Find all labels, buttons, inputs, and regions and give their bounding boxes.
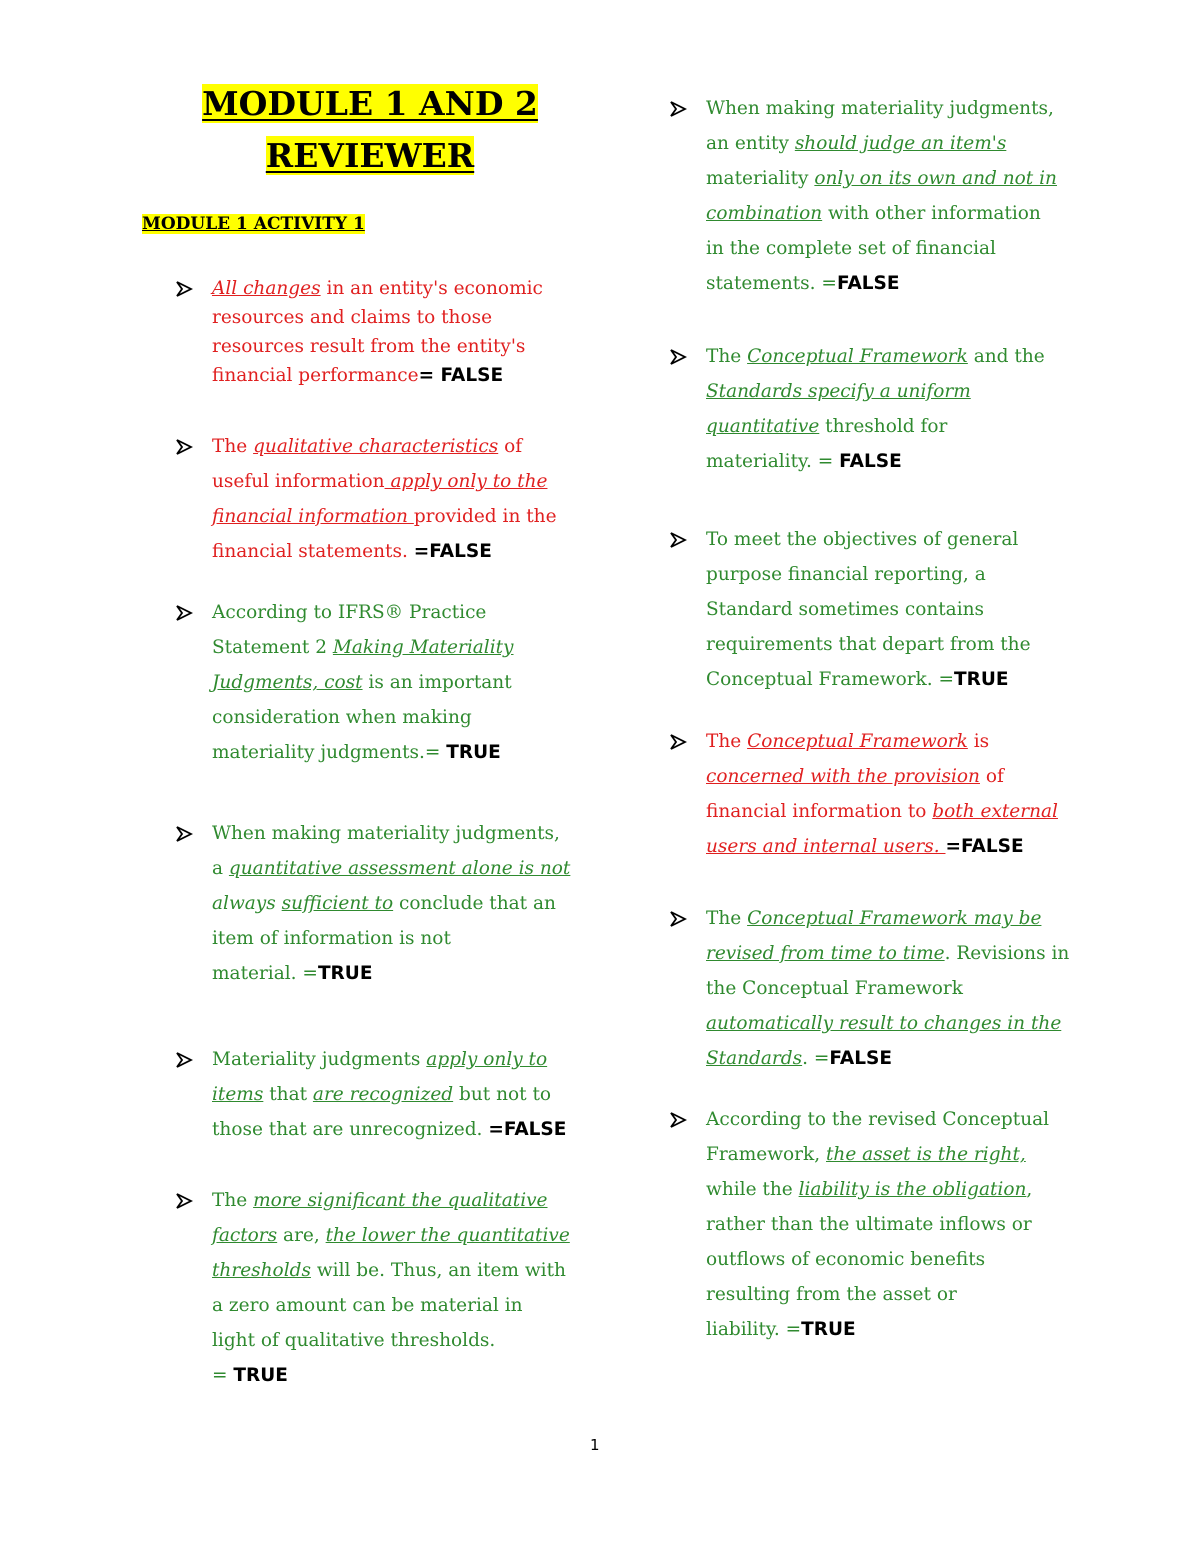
list-item-line xyxy=(706,794,1058,829)
list-item-line xyxy=(706,409,1045,444)
page-title-line-1: MODULE 1 AND 2 xyxy=(202,84,538,123)
list-item-line xyxy=(212,1323,570,1358)
list-item-line xyxy=(212,1183,570,1218)
arrowhead-bullet-icon xyxy=(669,100,689,120)
text-run: items xyxy=(212,1084,264,1105)
list-item-line xyxy=(212,886,570,921)
text-run: in an entity's economic xyxy=(320,278,543,299)
text-run: while the xyxy=(706,1179,799,1200)
list-item-line xyxy=(706,1172,1049,1207)
text-run: apply only to xyxy=(426,1049,548,1070)
list-item-line xyxy=(212,700,514,735)
list-item-line xyxy=(706,592,1031,627)
list-item-line xyxy=(212,921,570,956)
text-run: materiality. = xyxy=(706,451,840,472)
list-item-line xyxy=(212,1358,570,1393)
arrowhead-bullet-icon xyxy=(669,531,689,551)
text-run: When making materiality judgments, xyxy=(212,823,560,844)
list-item-line xyxy=(706,374,1045,409)
arrowhead-bullet-icon xyxy=(175,604,195,624)
list-item-line xyxy=(706,1137,1049,1172)
text-run: Making Materiality xyxy=(332,637,514,658)
list-item xyxy=(212,274,543,390)
list-item-line xyxy=(212,534,557,569)
list-item xyxy=(212,595,514,770)
text-run: resources and claims to those xyxy=(212,307,493,328)
text-run: financial information xyxy=(212,506,414,527)
text-run: automatically result to changes in the xyxy=(706,1013,1062,1034)
text-run: resources result from the entity's xyxy=(212,336,526,357)
text-run: those that are unrecognized. xyxy=(212,1119,489,1140)
list-item-line xyxy=(212,429,557,464)
text-run: The xyxy=(212,1190,254,1211)
list-item-line xyxy=(212,851,570,886)
list-item-line xyxy=(706,759,1058,794)
list-item-line xyxy=(212,1112,566,1147)
list-item-line xyxy=(706,126,1057,161)
answer-label: TRUE xyxy=(954,669,1009,690)
list-item-line xyxy=(706,627,1031,662)
text-run: Conceptual Framework xyxy=(747,731,968,752)
text-run: Statement 2 xyxy=(212,637,333,658)
list-item-line xyxy=(706,1041,1069,1076)
text-run: rather than the ultimate inflows or xyxy=(706,1214,1032,1235)
text-run: but not to xyxy=(453,1084,552,1105)
text-run: liability. = xyxy=(706,1319,802,1340)
list-item-line xyxy=(212,274,543,303)
page-number: 1 xyxy=(590,1436,600,1454)
text-run: To meet the objectives of general xyxy=(706,529,1019,550)
text-run: that xyxy=(263,1084,313,1105)
text-run: the Conceptual Framework xyxy=(706,978,963,999)
text-run: , xyxy=(1026,1179,1033,1200)
text-run: threshold for xyxy=(819,416,948,437)
page-title-line-2: REVIEWER xyxy=(265,136,475,175)
text-run: more significant the qualitative xyxy=(253,1190,548,1211)
list-item-line xyxy=(212,956,570,991)
text-run: are recognized xyxy=(312,1084,454,1105)
list-item xyxy=(706,724,1058,864)
text-run: factors xyxy=(212,1225,278,1246)
list-item xyxy=(706,339,1045,479)
text-run: only on its own and not in xyxy=(814,168,1057,189)
text-run: Conceptual Framework xyxy=(747,346,968,367)
answer-label: =FALSE xyxy=(488,1119,567,1140)
list-item-line xyxy=(706,161,1057,196)
answer-label: FALSE xyxy=(836,273,900,294)
list-item-line xyxy=(212,1253,570,1288)
list-item-line xyxy=(706,522,1031,557)
list-item xyxy=(706,1102,1049,1347)
text-run: concerned with the provision xyxy=(706,766,980,787)
list-item-line xyxy=(706,936,1069,971)
list-item-line xyxy=(706,339,1045,374)
list-item-line xyxy=(706,662,1031,697)
text-run: revised from time to time xyxy=(706,943,945,964)
answer-label: =FALSE xyxy=(945,836,1024,857)
list-item-line xyxy=(212,464,557,499)
list-item-line xyxy=(212,816,570,851)
text-run: When making materiality judgments, xyxy=(706,98,1054,119)
text-run: in the complete set of financial xyxy=(706,238,996,259)
list-item-line xyxy=(706,444,1045,479)
text-run: are, xyxy=(277,1225,326,1246)
section-heading: MODULE 1 ACTIVITY 1 xyxy=(142,214,365,234)
list-item-line xyxy=(212,361,543,390)
list-item xyxy=(212,1183,570,1393)
arrowhead-bullet-icon xyxy=(175,280,195,300)
list-item-line xyxy=(706,1006,1069,1041)
text-run: both external xyxy=(932,801,1058,822)
list-item-line xyxy=(706,231,1057,266)
text-run: According to IFRS® Practice xyxy=(212,602,487,623)
arrowhead-bullet-icon xyxy=(669,1111,689,1131)
list-item-line xyxy=(706,829,1058,864)
text-run: Conceptual Framework may be xyxy=(747,908,1042,929)
text-run: Standards specify a uniform xyxy=(706,381,971,402)
list-item-line xyxy=(706,1102,1049,1137)
text-run: useful information xyxy=(212,471,385,492)
text-run: item of information is not xyxy=(212,928,451,949)
answer-label: FALSE xyxy=(839,451,902,472)
text-run: = xyxy=(212,1365,234,1386)
list-item-line xyxy=(706,1312,1049,1347)
list-item-line xyxy=(212,630,514,665)
text-run: . Revisions in xyxy=(944,943,1070,964)
list-item-line xyxy=(212,1042,566,1077)
text-run: combination xyxy=(706,203,823,224)
text-run: sufficient to xyxy=(281,893,394,914)
text-run: financial information to xyxy=(706,801,933,822)
list-item xyxy=(706,901,1069,1076)
text-run: is xyxy=(967,731,990,752)
text-run: quantitative assessment alone is not xyxy=(228,858,571,879)
text-run: with other information xyxy=(822,203,1041,224)
text-run: liability is the obligation xyxy=(798,1179,1027,1200)
text-run: The xyxy=(706,731,748,752)
text-run: is an important xyxy=(362,672,512,693)
answer-label: TRUE xyxy=(446,742,501,763)
text-run: resulting from the asset or xyxy=(706,1284,957,1305)
text-run: materiality xyxy=(706,168,815,189)
text-run: Judgments, cost xyxy=(212,672,363,693)
list-item-line xyxy=(706,901,1069,936)
arrowhead-bullet-icon xyxy=(175,1192,195,1212)
text-run: Materiality judgments xyxy=(212,1049,427,1070)
list-item-line xyxy=(212,1218,570,1253)
text-run: requirements that depart from the xyxy=(706,634,1031,655)
text-run: Conceptual Framework. = xyxy=(706,669,955,690)
answer-label: TRUE xyxy=(317,963,373,984)
list-item-line xyxy=(706,196,1057,231)
text-run: conclude that an xyxy=(393,893,556,914)
list-item-line xyxy=(706,724,1058,759)
list-item-line xyxy=(212,1077,566,1112)
list-item xyxy=(212,429,557,569)
text-run: Standard sometimes contains xyxy=(706,599,985,620)
text-run: of xyxy=(498,436,523,457)
text-run: financial performance xyxy=(212,365,419,386)
text-run: a zero amount can be material in xyxy=(212,1295,523,1316)
text-run: provided in the xyxy=(413,506,557,527)
list-item-line xyxy=(212,332,543,361)
answer-label: FALSE xyxy=(829,1048,892,1069)
list-item-line xyxy=(212,735,514,770)
text-run: material. = xyxy=(212,963,318,984)
list-item-line xyxy=(212,595,514,630)
text-run: will be. Thus, an item with xyxy=(310,1260,566,1281)
answer-label: =FALSE xyxy=(413,541,492,562)
text-run: The xyxy=(706,346,748,367)
list-item-line xyxy=(706,91,1057,126)
text-run: . = xyxy=(802,1048,830,1069)
list-item xyxy=(706,522,1031,697)
text-run: should judge an item's xyxy=(794,133,1007,154)
text-run: The xyxy=(212,436,254,457)
list-item-line xyxy=(212,665,514,700)
text-run: According to the revised Conceptual xyxy=(706,1109,1050,1130)
text-run: always xyxy=(212,893,276,914)
answer-label: TRUE xyxy=(233,1365,288,1386)
text-run: light of qualitative thresholds. xyxy=(212,1330,496,1351)
list-item-line xyxy=(706,266,1057,301)
text-run: statements. = xyxy=(706,273,837,294)
text-run: thresholds xyxy=(212,1260,311,1281)
text-run: All changes xyxy=(212,278,321,299)
list-item xyxy=(212,1042,566,1147)
text-run: quantitative xyxy=(706,416,820,437)
text-run: financial statements. xyxy=(212,541,414,562)
arrowhead-bullet-icon xyxy=(175,1051,195,1071)
list-item-line xyxy=(706,1242,1049,1277)
arrowhead-bullet-icon xyxy=(669,733,689,753)
text-run: a xyxy=(212,858,229,879)
text-run: an entity xyxy=(706,133,795,154)
list-item-line xyxy=(706,557,1031,592)
arrowhead-bullet-icon xyxy=(669,910,689,930)
list-item xyxy=(212,816,570,991)
list-item-line xyxy=(212,303,543,332)
text-run: purpose financial reporting, a xyxy=(706,564,986,585)
text-run: apply only to the xyxy=(384,471,548,492)
answer-label: TRUE xyxy=(801,1319,856,1340)
list-item-line xyxy=(212,1288,570,1323)
list-item-line xyxy=(706,971,1069,1006)
text-run: and the xyxy=(967,346,1045,367)
text-run: Framework, xyxy=(706,1144,826,1165)
list-item xyxy=(706,91,1057,301)
list-item-line xyxy=(706,1207,1049,1242)
text-run: materiality judgments.= xyxy=(212,742,447,763)
text-run: The xyxy=(706,908,748,929)
text-run: the lower the quantitative xyxy=(325,1225,570,1246)
text-run: users and internal users. xyxy=(706,836,946,857)
arrowhead-bullet-icon xyxy=(175,825,195,845)
text-run: qualitative characteristics xyxy=(253,436,499,457)
text-run: of xyxy=(979,766,1004,787)
list-item-line xyxy=(212,499,557,534)
answer-label: = FALSE xyxy=(418,365,504,386)
list-item-line xyxy=(706,1277,1049,1312)
text-run: consideration when making xyxy=(212,707,472,728)
text-run: Standards xyxy=(706,1048,803,1069)
arrowhead-bullet-icon xyxy=(175,438,195,458)
text-run: the asset is the right, xyxy=(826,1144,1026,1165)
text-run: outflows of economic benefits xyxy=(706,1249,986,1270)
arrowhead-bullet-icon xyxy=(669,348,689,368)
